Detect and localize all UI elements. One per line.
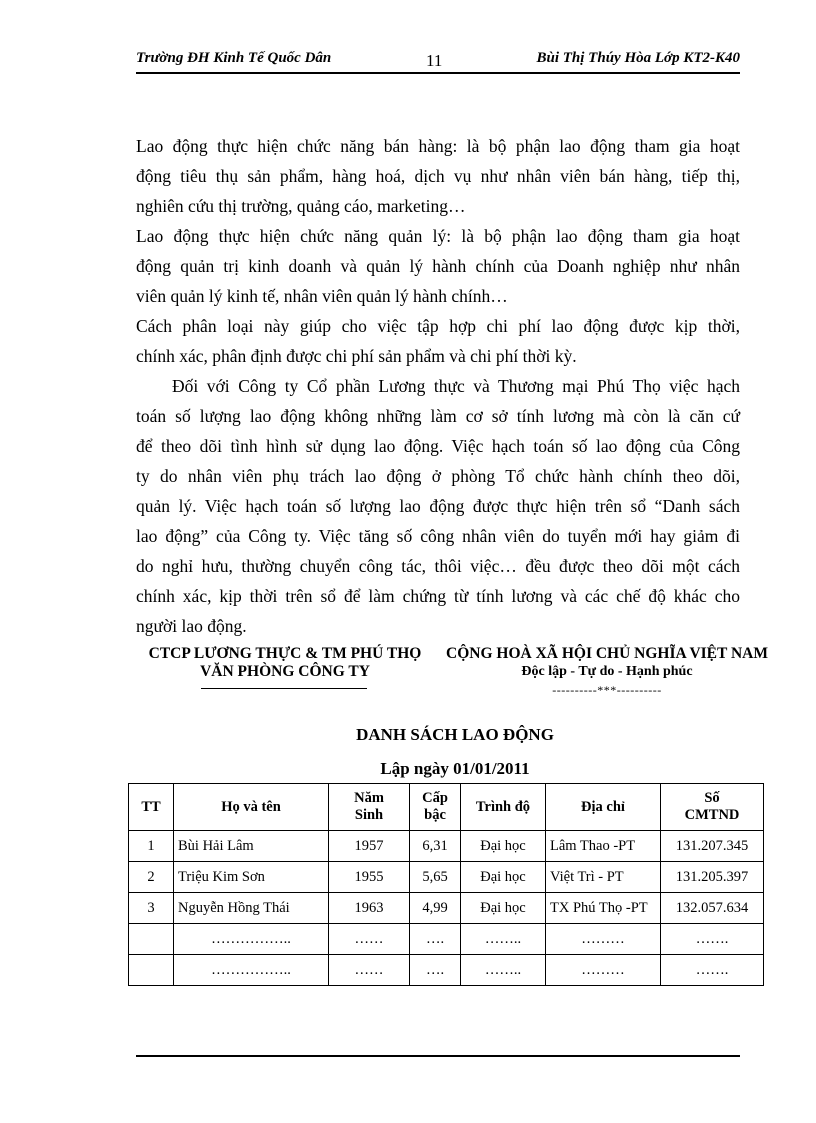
footer-rule <box>136 1055 740 1057</box>
cell-tt: 3 <box>129 893 174 924</box>
nation-name: CỘNG HOÀ XÃ HỘI CHỦ NGHĨA VIỆT NAM <box>446 645 768 662</box>
page-header <box>136 44 740 74</box>
text-line: Lao động thực hiện chức năng bán hàng: là bộ phận lao động tham gia hoạt <box>136 136 740 156</box>
col-header-grade: Cấp bậc <box>410 784 461 831</box>
employee-table <box>128 783 764 986</box>
cell-id: ……. <box>661 924 764 955</box>
cell-education: …….. <box>461 955 546 986</box>
text-line: do nghỉ hưu, thường chuyển công tác, thôi việc… đều được theo dõi một cách <box>136 556 740 576</box>
header-school: Trường ĐH Kinh Tế Quốc Dân <box>136 50 332 66</box>
text-line: chính xác, kịp thời trên sổ để làm chứng từ tính lương và các chế độ khác cho <box>136 586 740 606</box>
text-line: để theo dõi tình hình sử dụng lao động. Việc hạch toán số lao động của Công <box>136 436 740 456</box>
text-line: quản lý. Việc hạch toán số lượng lao động được thực hiện trên sổ “Danh sách <box>136 496 740 516</box>
col-header-tt: TT <box>129 784 174 831</box>
col-header-year: Năm Sinh <box>329 784 410 831</box>
cell-address: ……… <box>546 955 661 986</box>
table-row-placeholder <box>129 955 764 986</box>
cell-year: 1957 <box>329 831 410 862</box>
text-line: người lao động. <box>136 616 247 636</box>
cell-education: Đại học <box>461 862 546 893</box>
company-office: VĂN PHÒNG CÔNG TY <box>200 663 370 680</box>
text-line: Đối với Công ty Cổ phần Lương thực và Thương mại Phú Thọ việc hạch <box>172 376 740 396</box>
cell-year: …… <box>329 955 410 986</box>
cell-tt: 1 <box>129 831 174 862</box>
company-name: CTCP LƯƠNG THỰC & TM PHÚ THỌ <box>148 645 422 662</box>
cell-education: Đại học <box>461 893 546 924</box>
nation-divider: ----------***---------- <box>552 683 662 697</box>
cell-year: 1963 <box>329 893 410 924</box>
text-line: toán số lượng lao động không những làm cơ sở tính lương mà còn là căn cứ <box>136 406 740 426</box>
cell-grade: …. <box>410 955 461 986</box>
cell-grade: 4,99 <box>410 893 461 924</box>
cell-education: Đại học <box>461 831 546 862</box>
cell-name: Nguyễn Hồng Thái <box>174 893 329 924</box>
table-header-row <box>129 784 764 831</box>
cell-id: 131.207.345 <box>661 831 764 862</box>
nation-motto: Độc lập - Tự do - Hạnh phúc <box>521 664 693 679</box>
text-line: viên quản lý kinh tế, nhân viên quản lý hành chính… <box>136 286 508 306</box>
cell-address: ……… <box>546 924 661 955</box>
cell-education: …….. <box>461 924 546 955</box>
cell-address: Lâm Thao -PT <box>546 831 661 862</box>
text-line: động quản trị kinh doanh và quản lý hành chính của Doanh nghiệp như nhân <box>136 256 740 276</box>
table-row <box>129 831 764 862</box>
company-underline <box>201 688 367 689</box>
cell-id: 132.057.634 <box>661 893 764 924</box>
nation-block <box>440 645 774 681</box>
table-row <box>129 862 764 893</box>
document-title: DANH SÁCH LAO ĐỘNG <box>356 725 554 744</box>
header-author: Bùi Thị Thúy Hòa Lớp KT2-K40 <box>536 50 740 66</box>
text-line: động tiêu thụ sản phẩm, hàng hoá, dịch vụ như nhân viên bán hàng, tiếp thị, <box>136 166 740 186</box>
page-number: 11 <box>426 51 443 70</box>
cell-id: 131.205.397 <box>661 862 764 893</box>
col-header-education: Trình độ <box>461 784 546 831</box>
table-row-placeholder <box>129 924 764 955</box>
cell-name: …………….. <box>174 955 329 986</box>
col-header-name: Họ và tên <box>174 784 329 831</box>
cell-address: TX Phú Thọ -PT <box>546 893 661 924</box>
cell-grade: 5,65 <box>410 862 461 893</box>
cell-name: …………….. <box>174 924 329 955</box>
text-line: lao động” của Công ty. Việc tăng số công nhân viên do tuyển mới hay giảm đi <box>136 526 740 546</box>
text-line: Cách phân loại này giúp cho việc tập hợp chi phí lao động được kịp thời, <box>136 316 740 336</box>
cell-tt <box>129 924 174 955</box>
col-header-address: Địa chỉ <box>546 784 661 831</box>
document-date: Lập ngày 01/01/2011 <box>380 759 530 778</box>
cell-address: Việt Trì - PT <box>546 862 661 893</box>
cell-id: ……. <box>661 955 764 986</box>
text-line: ty do nhân viên phụ trách lao động ở phòng Tổ chức hành chính theo dõi, <box>136 466 740 486</box>
company-block <box>140 645 430 681</box>
cell-name: Bùi Hải Lâm <box>174 831 329 862</box>
text-line: Lao động thực hiện chức năng quản lý: là bộ phận lao động tham gia hoạt <box>136 226 740 246</box>
cell-grade: 6,31 <box>410 831 461 862</box>
cell-tt: 2 <box>129 862 174 893</box>
col-header-id: Số CMTND <box>661 784 764 831</box>
cell-tt <box>129 955 174 986</box>
cell-year: …… <box>329 924 410 955</box>
cell-year: 1955 <box>329 862 410 893</box>
cell-grade: …. <box>410 924 461 955</box>
table-row <box>129 893 764 924</box>
text-line: chính xác, phân định được chi phí sản phẩm và chi phí thời kỳ. <box>136 346 577 366</box>
text-line: nghiên cứu thị trường, quảng cáo, marketing… <box>136 196 466 216</box>
body-paragraphs <box>136 131 740 641</box>
cell-name: Triệu Kim Sơn <box>174 862 329 893</box>
